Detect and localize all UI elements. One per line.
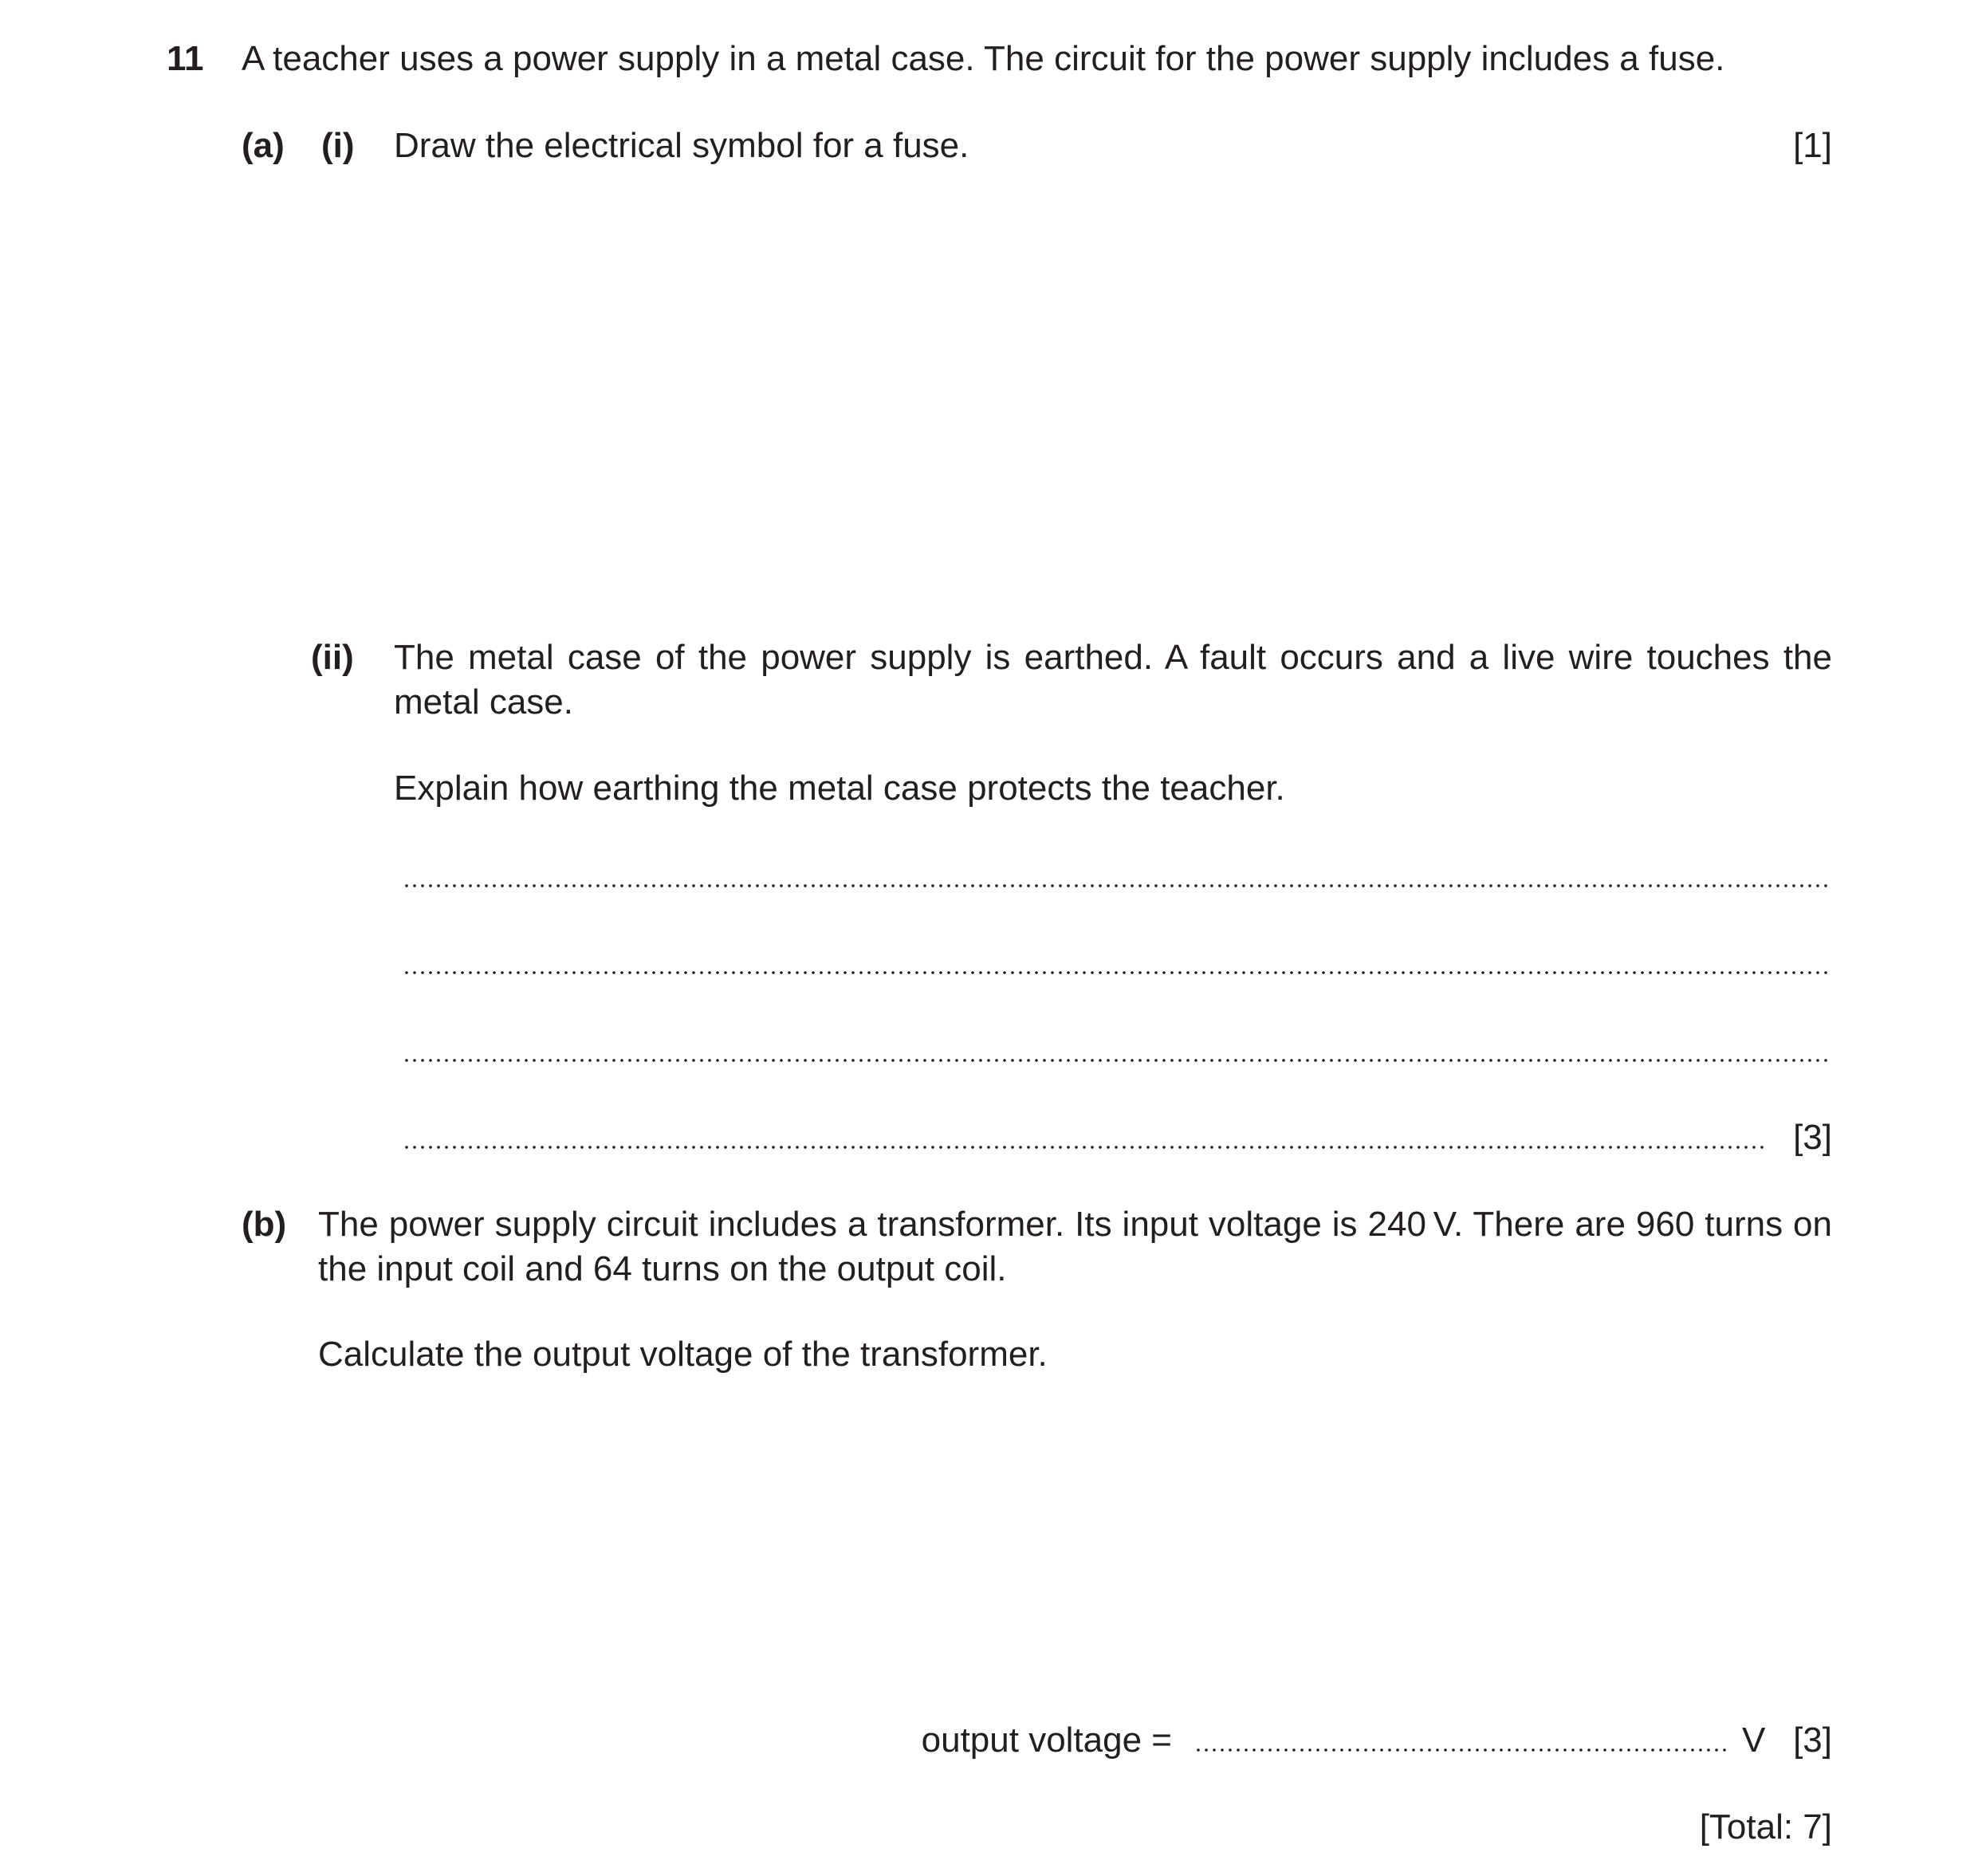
calculation-working-space[interactable] (318, 1403, 1832, 1706)
answer-line-4[interactable] (403, 1146, 1766, 1149)
part-a-ii-label: (ii) (311, 638, 354, 677)
part-a-ii-text: The metal case of the power supply is earthed. A fault occurs and a live wire touches the metal case. (394, 638, 1832, 722)
answer-line-1[interactable] (403, 884, 1830, 887)
question-stem: A teacher uses a power supply in a metal case. The circuit for the power supply includes a fuse. (242, 39, 1725, 78)
answer-line-2[interactable] (403, 971, 1830, 974)
part-b-instruction: Calculate the output voltage of the transformer. (318, 1335, 1048, 1374)
output-voltage-label: output voltage = (921, 1721, 1172, 1760)
part-a-label: (a) (242, 126, 285, 165)
output-voltage-unit: V (1742, 1721, 1766, 1760)
part-b-marks: [3] (1793, 1721, 1832, 1760)
output-voltage-answer-line[interactable] (1194, 1748, 1730, 1752)
part-a-i-label: (i) (321, 126, 355, 165)
part-a-i-marks: [1] (1793, 126, 1832, 165)
answer-line-3[interactable] (403, 1059, 1830, 1062)
part-b-label: (b) (242, 1205, 287, 1244)
part-a-ii-marks: [3] (1793, 1118, 1832, 1157)
part-b-text: The power supply circuit includes a transformer. Its input voltage is 240 V. There are 960 turns on the input coil and 64 turns on the output coil. (318, 1205, 1832, 1288)
total-marks: [Total: 7] (1699, 1807, 1832, 1847)
part-a-i-text: Draw the electrical symbol for a fuse. (394, 126, 969, 165)
question-number: 11 (167, 39, 204, 78)
part-a-ii-instruction: Explain how earthing the metal case protects the teacher. (394, 769, 1285, 808)
fuse-drawing-space[interactable] (394, 191, 1832, 622)
